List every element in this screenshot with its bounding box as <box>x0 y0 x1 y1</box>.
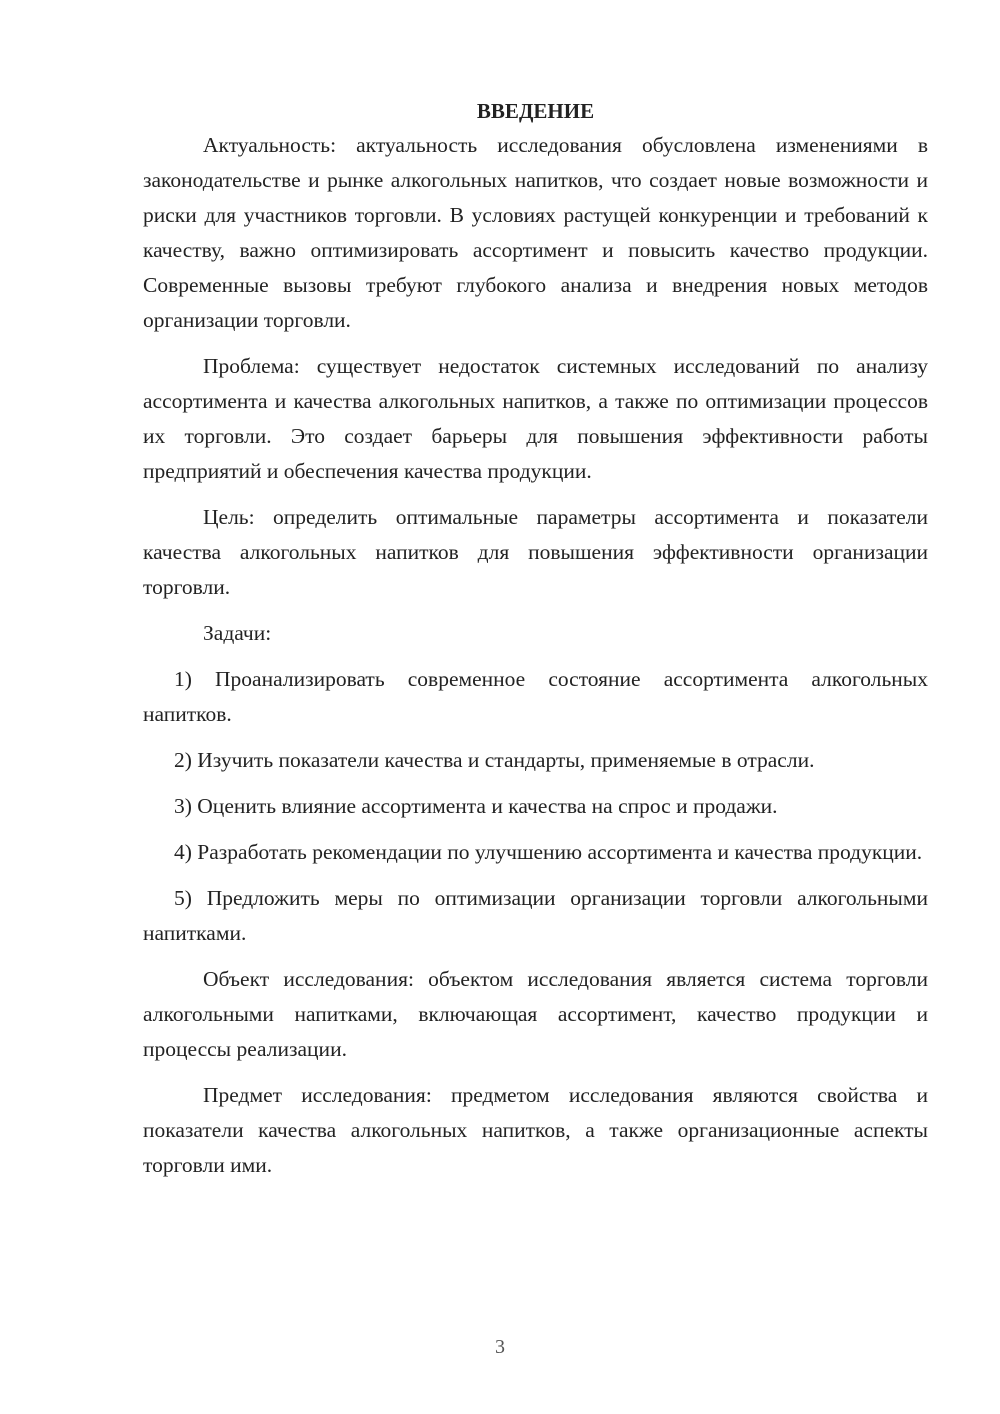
task-item-5: 5) Предложить меры по оптимизации организации торговли алкогольными напитками. <box>143 886 928 945</box>
paragraph-goal: Цель: определить оптимальные параметры ассортимента и показатели качества алкогольных напитков для повышения эффективности организации торговли. <box>143 505 928 599</box>
paragraph-object: Объект исследования: объектом исследования является система торговли алкогольными напитками, включающая ассортимент, качество продукции и процессы реализации. <box>143 967 928 1061</box>
paragraph-relevance: Актуальность: актуальность исследования обусловлена изменениями в законодательстве и рынке алкогольных напитков, что создает новые возможности и риски для участников торговли. В условиях растущей конкуренции и требований к качеству, важно оптимизировать ассортимент и повысить качество продукции. Современные вызовы требуют глубокого анализа и внедрения новых методов организации торговли. <box>143 133 928 332</box>
paragraph-problem: Проблема: существует недостаток системных исследований по анализу ассортимента и качества алкогольных напитков, а также по оптимизации процессов их торговли. Это создает барьеры для повышения эффективности работы предприятий и обеспечения качества продукции. <box>143 354 928 483</box>
document-body <box>143 94 928 1194</box>
page-number: 3 <box>495 1336 505 1358</box>
paragraph-subject: Предмет исследования: предметом исследования являются свойства и показатели качества алкогольных напитков, а также организационные аспекты торговли ими. <box>143 1083 928 1177</box>
task-item-2: 2) Изучить показатели качества и стандарты, применяемые в отрасли. <box>174 748 815 772</box>
page-title: ВВЕДЕНИЕ <box>476 99 595 123</box>
task-item-4: 4) Разработать рекомендации по улучшению ассортимента и качества продукции. <box>174 840 923 864</box>
tasks-heading: Задачи: <box>203 621 272 645</box>
task-item-1: 1) Проанализировать современное состояние ассортимента алкогольных напитков. <box>143 667 928 726</box>
tasks-list <box>143 662 928 951</box>
task-item-3: 3) Оценить влияние ассортимента и качества на спрос и продажи. <box>174 794 778 818</box>
